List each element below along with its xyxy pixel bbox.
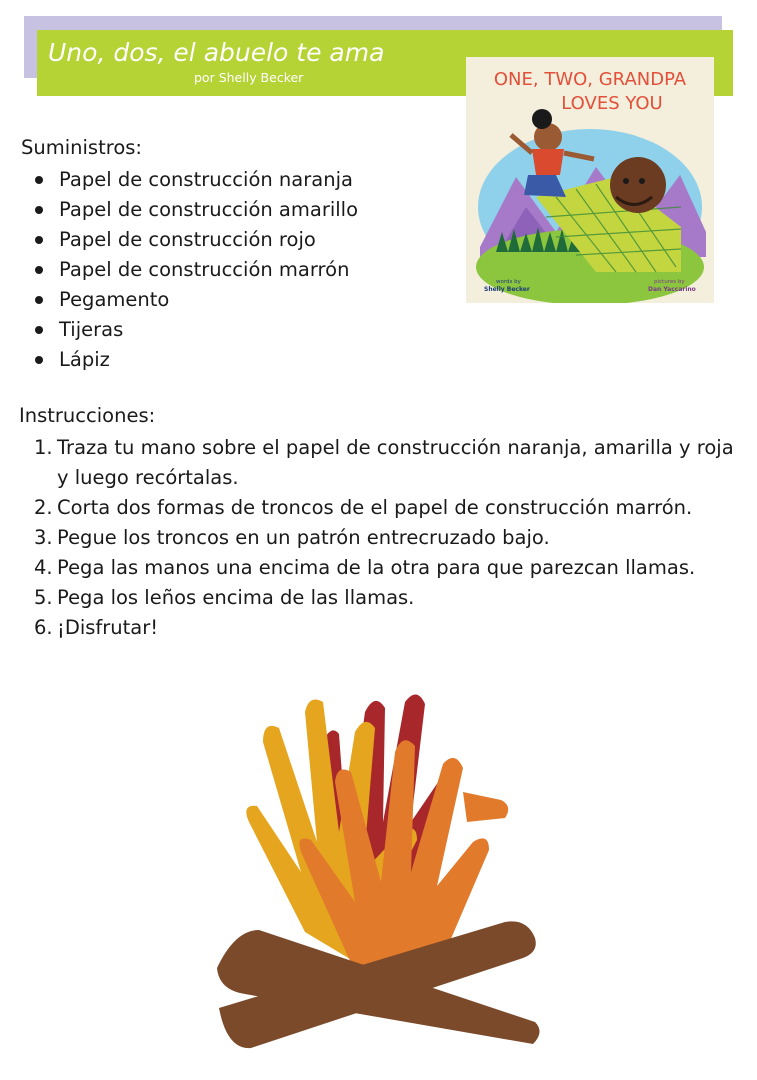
step-text: Pega las manos una encima de la otra para que parezcan llamas. [57, 556, 696, 579]
step-text: ¡Disfrutar! [57, 616, 159, 639]
step-number: 5. [34, 586, 53, 609]
step-text: Corta dos formas de troncos de el papel de construcción marrón. [57, 496, 693, 519]
cover-title-line2: LOVES YOU [561, 93, 663, 114]
list-item: Papel de construcción rojo [20, 225, 358, 255]
list-item [20, 553, 745, 583]
step-text: Pega los leños encima de las llamas. [57, 586, 415, 609]
instructions-list [20, 433, 745, 643]
list-item: Papel de construcción marrón [20, 255, 358, 285]
step-text: Traza tu mano sobre el papel de construcción naranja, amarilla y roja y luego recórtalas. [57, 436, 734, 489]
step-number: 2. [34, 496, 53, 519]
list-item [20, 613, 745, 643]
book-cover-image [466, 57, 714, 303]
step-number: 3. [34, 526, 53, 549]
step-number: 6. [34, 616, 53, 639]
author-byline: por Shelly Becker [194, 70, 304, 85]
campfire-craft-image [205, 672, 545, 1057]
cover-words-by: words by [496, 279, 521, 285]
cover-pictures-by: pictures by [654, 279, 685, 285]
step-number: 1. [34, 436, 53, 459]
cover-illustrator: Dan Yaccarino [648, 286, 696, 293]
list-item: Lápiz [20, 345, 358, 375]
cover-author: Shelly Becker [484, 286, 530, 293]
list-item: Papel de construcción amarillo [20, 195, 358, 225]
list-item: Tijeras [20, 315, 358, 345]
step-number: 4. [34, 556, 53, 579]
step-text: Pegue los troncos en un patrón entrecruzado bajo. [57, 526, 550, 549]
list-item [20, 433, 745, 493]
list-item [20, 493, 745, 523]
list-item: Pegamento [20, 285, 358, 315]
supplies-list [20, 165, 358, 375]
list-item [20, 523, 745, 553]
page-title: Uno, dos, el abuelo te ama [48, 38, 385, 67]
instructions-heading: Instrucciones: [19, 404, 156, 427]
supplies-heading: Suministros: [21, 136, 142, 159]
list-item: Papel de construcción naranja [20, 165, 358, 195]
list-item [20, 583, 745, 613]
cover-title-line1: ONE, TWO, GRANDPA [493, 69, 687, 90]
